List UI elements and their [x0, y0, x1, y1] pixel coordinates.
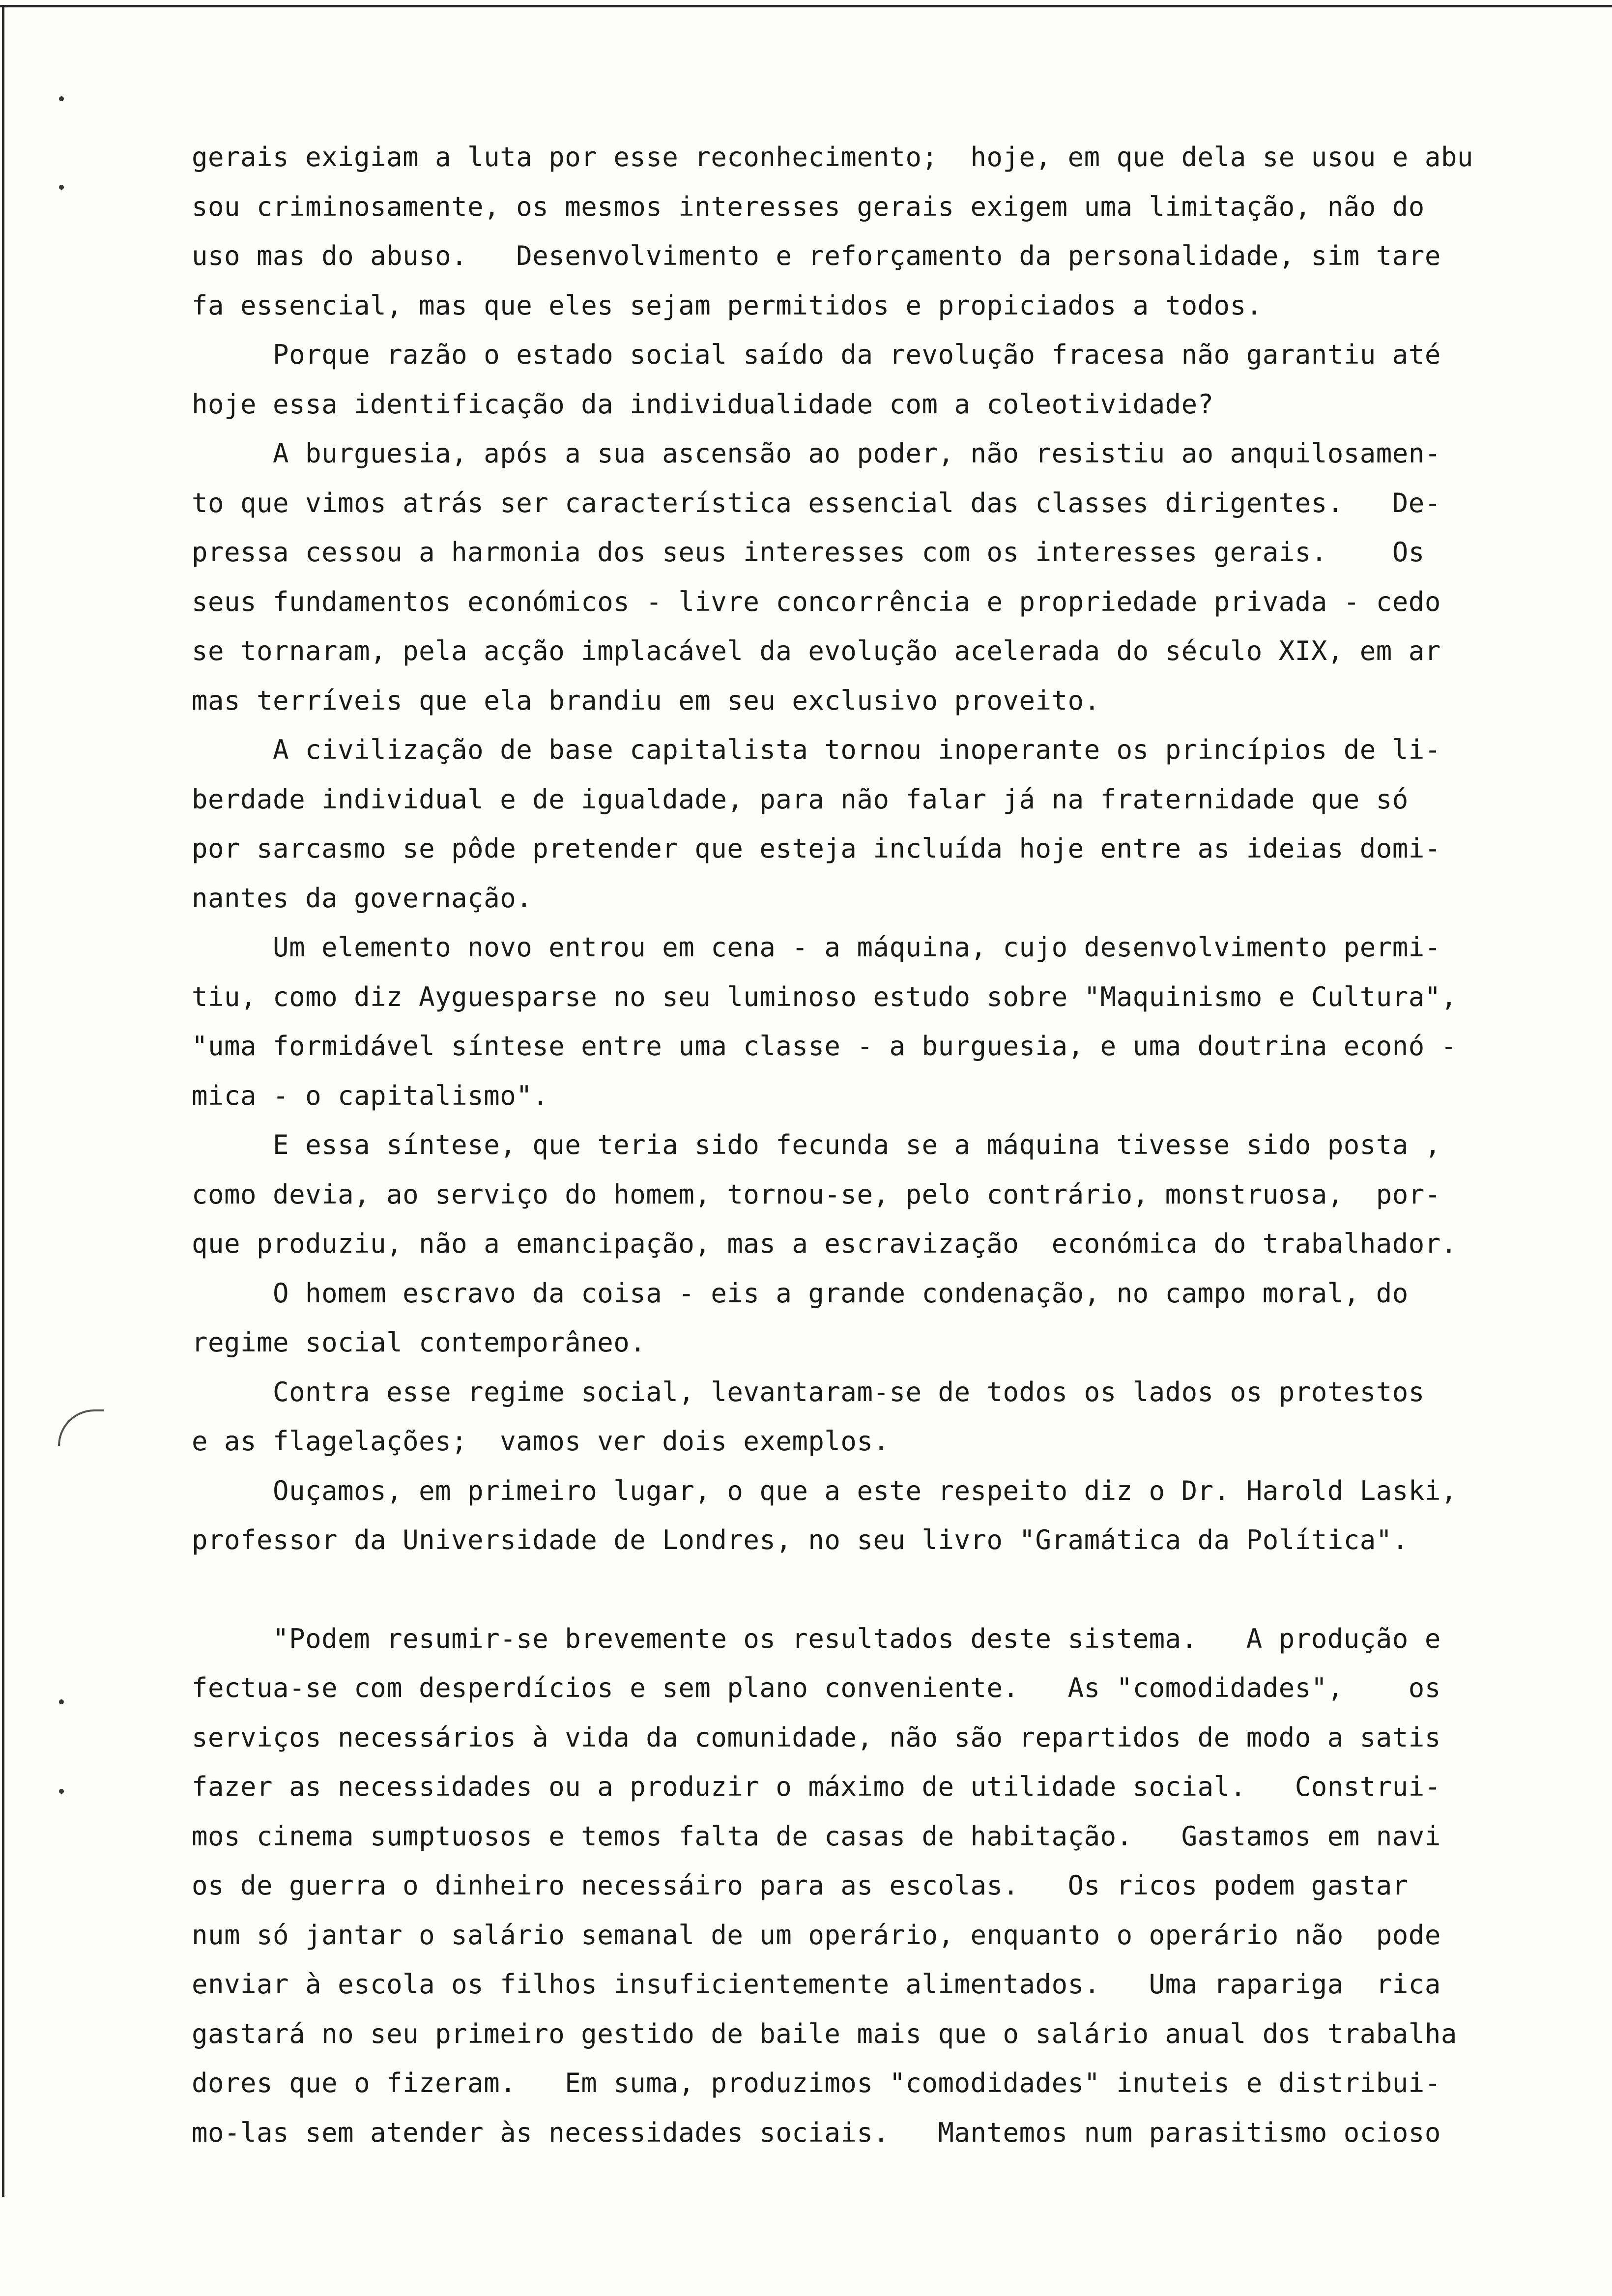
- text-line: fectua-se com desperdícios e sem plano conveniente. As "comodidades", os: [192, 1672, 1441, 1703]
- text-line: e as flagelações; vamos ver dois exemplos.: [192, 1426, 890, 1457]
- text-line: sou criminosamente, os mesmos interesses gerais exigem uma limitação, não do: [192, 191, 1425, 222]
- paragraph-gap: [192, 1565, 1568, 1614]
- text-line: A civilização de base capitalista tornou inoperante os princípios de li-: [192, 734, 1441, 765]
- text-line: mo-las sem atender às necessidades sociais. Mantemos num parasitismo ocioso: [192, 2117, 1441, 2148]
- ink-speck: [59, 1789, 64, 1794]
- text-line: mos cinema sumptuosos e temos falta de casas de habitação. Gastamos em navi: [192, 1820, 1441, 1852]
- text-line: se tornaram, pela acção implacável da evolução acelerada do século XIX, em ar: [192, 635, 1441, 666]
- text-line: mas terríveis que ela brandiu em seu exclusivo proveito.: [192, 685, 1100, 716]
- left-border-line: [2, 5, 4, 2197]
- text-line: O homem escravo da coisa - eis a grande condenação, no campo moral, do: [192, 1277, 1409, 1309]
- text-line: como devia, ao serviço do homem, tornou-se, pelo contrário, monstruosa, por-: [192, 1178, 1441, 1210]
- text-line: serviços necessários à vida da comunidade, não são repartidos de modo a satis: [192, 1722, 1441, 1753]
- text-line: berdade individual e de igualdade, para não falar já na fraternidade que só: [192, 783, 1409, 815]
- text-line: pressa cessou a harmonia dos seus interesses com os interesses gerais. Os: [192, 537, 1425, 568]
- text-line: Um elemento novo entrou em cena - a máquina, cujo desenvolvimento permi-: [192, 932, 1441, 963]
- text-line: fa essencial, mas que eles sejam permitidos e propiciados a todos.: [192, 289, 1263, 321]
- text-line: regime social contemporâneo.: [192, 1327, 646, 1358]
- ink-speck: [59, 96, 64, 101]
- text-line: mica - o capitalismo".: [192, 1080, 549, 1111]
- top-border-line: [0, 5, 1612, 7]
- text-line: Porque razão o estado social saído da revolução fracesa não garantiu até: [192, 339, 1441, 370]
- text-line: Contra esse regime social, levantaram-se de todos os lados os protestos: [192, 1376, 1425, 1407]
- text-line: que produziu, não a emancipação, mas a escravização económica do trabalhador.: [192, 1228, 1457, 1259]
- text-line: hoje essa identificação da individualidade com a coleotividade?: [192, 388, 1214, 420]
- text-line: dores que o fizeram. Em suma, produzimos "comodidades" inuteis e distribui-: [192, 2067, 1441, 2098]
- ink-speck: [59, 185, 64, 190]
- text-line: A burguesia, após a sua ascensão ao poder, não resistiu ao anquilosamen-: [192, 438, 1441, 469]
- text-line: seus fundamentos económicos - livre concorrência e propriedade privada - cedo: [192, 586, 1441, 617]
- ink-speck: [59, 1699, 64, 1704]
- text-line: enviar à escola os filhos insuficientemente alimentados. Uma rapariga rica: [192, 1969, 1441, 2000]
- text-line: uso mas do abuso. Desenvolvimento e reforçamento da personalidade, sim tare: [192, 240, 1441, 271]
- text-line: "Podem resumir-se brevemente os resultados deste sistema. A produção e: [192, 1623, 1441, 1654]
- text-line: fazer as necessidades ou a produzir o máximo de utilidade social. Construi-: [192, 1771, 1441, 1802]
- text-line: gastará no seu primeiro gestido de baile mais que o salário anual dos trabalha: [192, 2018, 1457, 2049]
- text-line: to que vimos atrás ser característica essencial das classes dirigentes. De-: [192, 487, 1441, 518]
- text-line: por sarcasmo se pôde pretender que esteja incluída hoje entre as ideias domi-: [192, 833, 1441, 864]
- text-line: "uma formidável síntese entre uma classe - a burguesia, e uma doutrina econó -: [192, 1031, 1457, 1062]
- text-line: E essa síntese, que teria sido fecunda se a máquina tivesse sido posta ,: [192, 1129, 1441, 1160]
- text-line: nantes da governação.: [192, 882, 533, 914]
- text-line: tiu, como diz Ayguesparse no seu luminoso estudo sobre "Maquinismo e Cultura",: [192, 981, 1457, 1012]
- text-line: Ouçamos, em primeiro lugar, o que a este respeito diz o Dr. Harold Laski,: [192, 1475, 1457, 1506]
- text-line: num só jantar o salário semanal de um operário, enquanto o operário não pode: [192, 1919, 1441, 1951]
- text-line: professor da Universidade de Londres, no seu livro "Gramática da Política".: [192, 1524, 1409, 1555]
- body-text: [192, 133, 1568, 2157]
- pencil-mark: [58, 1409, 104, 1446]
- text-line: gerais exigiam a luta por esse reconhecimento; hoje, em que dela se usou e abu: [192, 142, 1473, 172]
- text-line: os de guerra o dinheiro necessáiro para as escolas. Os ricos podem gastar: [192, 1870, 1409, 1901]
